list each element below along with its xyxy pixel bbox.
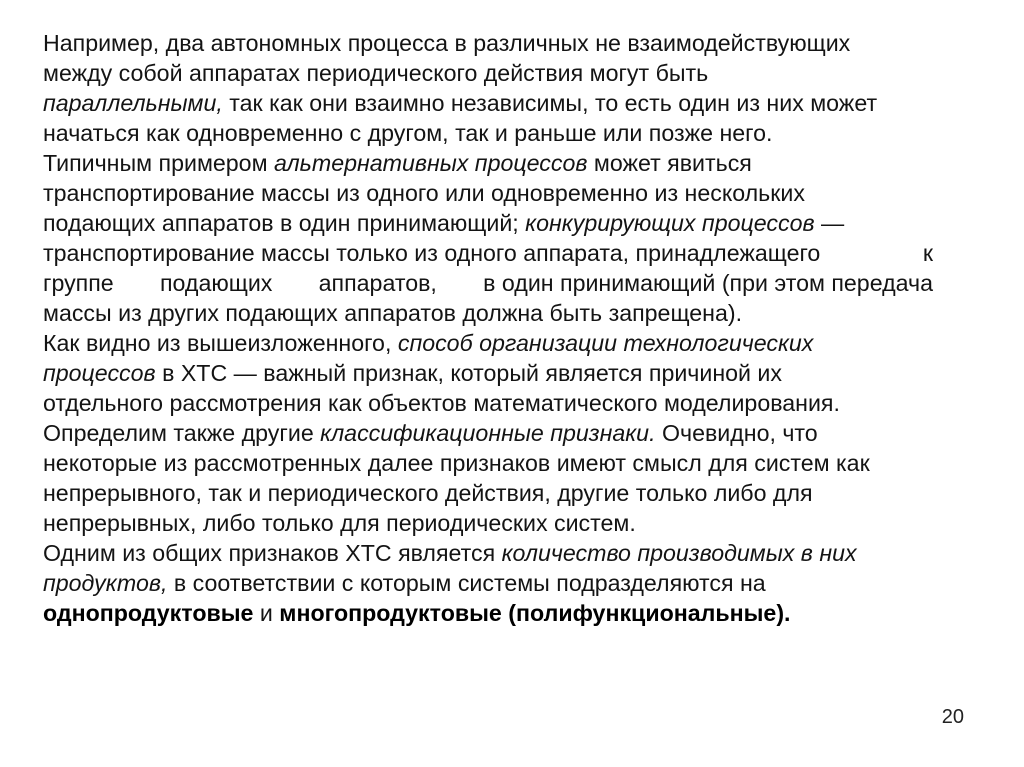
- text-line: [43, 388, 983, 418]
- bold-term: многопродуктовые (полифункциональные).: [279, 600, 791, 626]
- text-word: подающих: [159, 270, 273, 296]
- text-line: [43, 178, 983, 208]
- italic-term: параллельными,: [43, 90, 223, 116]
- text-line: [43, 208, 983, 238]
- text-run: отдельного рассмотрения как объектов математического моделирования.: [43, 390, 840, 416]
- text-line: [43, 118, 983, 148]
- bold-term: однопродуктовые: [43, 600, 254, 626]
- text-word: аппаратов,: [318, 270, 437, 296]
- text-line: [43, 148, 983, 178]
- text-line: [43, 358, 983, 388]
- text-run: транспортирование массы из одного или одновременно из нескольких: [43, 180, 805, 206]
- text-line: [43, 58, 983, 88]
- text-run: непрерывных, либо только для периодических систем.: [43, 510, 636, 536]
- text-run: непрерывного, так и периодического действия, другие только либо для: [43, 480, 813, 506]
- italic-term: классификационные признаки.: [320, 420, 656, 446]
- text-line: [43, 448, 983, 478]
- italic-term: способ организации технологических: [397, 330, 814, 356]
- text-run: так как они взаимно независимы, то есть один из них может: [222, 90, 878, 116]
- text-line: [43, 28, 983, 58]
- text-run: Определим также другие: [43, 420, 321, 446]
- text-run: некоторые из рассмотренных далее признаков имеют смысл для систем как: [43, 450, 870, 476]
- text-line: [43, 328, 983, 358]
- text-run: Очевидно, что: [655, 420, 818, 446]
- text-line: [43, 508, 983, 538]
- text-run: Типичным примером: [43, 150, 274, 176]
- text-run: к: [922, 240, 933, 266]
- text-line: [43, 88, 983, 118]
- text-run: —: [814, 210, 845, 236]
- text-run: подающих аппаратов в один принимающий;: [43, 210, 526, 236]
- italic-term: конкурирующих процессов: [525, 210, 815, 236]
- text-run: в соответствии с которым системы подразделяются на: [167, 570, 766, 596]
- text-run: начаться как одновременно с другом, так и раньше или позже него.: [43, 120, 773, 146]
- italic-term: альтернативных процессов: [273, 150, 588, 176]
- italic-term: процессов: [43, 360, 156, 386]
- text-line: [43, 418, 983, 448]
- text-word: в один принимающий (при этом передача: [483, 270, 933, 296]
- text-line: [43, 538, 983, 568]
- text-line: [43, 568, 983, 598]
- text-run: транспортирование массы только из одного аппарата, принадлежащего: [43, 240, 821, 266]
- text-word: группе: [43, 270, 114, 296]
- text-run: Например, два автономных процесса в различных не взаимодействующих: [43, 30, 851, 56]
- text-line-justified: [43, 238, 933, 268]
- text-line: [43, 598, 983, 628]
- text-run: Одним из общих признаков ХТС является: [43, 540, 502, 566]
- text-run: в ХТС — важный признак, который является причиной их: [155, 360, 782, 386]
- italic-term: количество производимых в них: [501, 540, 857, 566]
- text-run: может явиться: [587, 150, 752, 176]
- text-line-justified: [43, 268, 933, 298]
- text-line: [43, 478, 983, 508]
- text-run: и: [253, 600, 280, 626]
- text-run: Как видно из вышеизложенного,: [43, 330, 398, 356]
- page-number: 20: [941, 706, 964, 728]
- body-text: [43, 28, 983, 628]
- italic-term: продуктов,: [43, 570, 168, 596]
- text-run: массы из других подающих аппаратов должна быть запрещена).: [43, 300, 743, 326]
- text-line: [43, 298, 983, 328]
- text-run: между собой аппаратах периодического действия могут быть: [43, 60, 709, 86]
